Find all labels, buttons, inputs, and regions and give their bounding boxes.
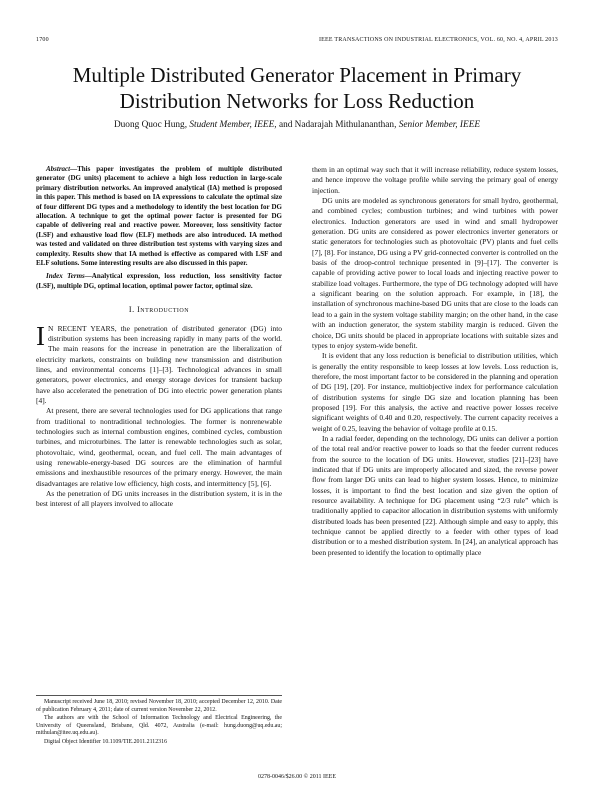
intro-paragraph-2: At present, there are several technologies used for DG applications that range from traditional to nontraditional technologies. The former is nonrenewable technologies such as internal combustion engines, combined cycles, combustion turbines, and microturbines. The latter is renewable technologies such as solar, photovoltaic, wind, geothermal, ocean, and fuel cell. The main advantages of using renewable-energy-based DG sources are the elimination of harmful emissions and inexhaustible resources of the primary energy. However, the main disadvantages are relative low efficiency, high costs, and intermittency [5], [6]. [36, 406, 282, 488]
footnote-doi: Digital Object Identifier 10.1109/TIE.2011.2112316 [44, 738, 168, 745]
journal-header: IEEE TRANSACTIONS ON INDUSTRIAL ELECTRONICS, VOL. 60, NO. 4, APRIL 2013 [318, 37, 558, 43]
intro-paragraph-3: As the penetration of DG units increases in the distribution system, it is in the best interest of all players involved to allocate [36, 489, 282, 509]
section-heading-introduction: I. Introduction [128, 305, 190, 315]
paper-title [20, 62, 574, 114]
author-1-role: Student Member, IEEE, [189, 120, 277, 130]
author-2-role: Senior Member, IEEE [398, 120, 481, 130]
right-paragraph-2: DG units are modeled as synchronous generators for small hydro, geothermal, and combined cycles; combustion turbines; and wind turbines with power electronics. Induction generators are used in wind and small hydropower generation. DG units are considered as power electronics inverter generators or static generators for technologies such as photovoltaic (PV) plants and fuel cells [7], [8]. For instance, DG using a PV grid-connected converter is controlled on the basis of the droop-control technique presented in [9]–[17]. The converter is capable of providing active power to local loads and injecting reactive power to stabilize load voltages. Furthermore, the type of DG technology adopted will have a significant bearing on the solution approach. For example, in [18], the installation of synchronous machine-based DG units that are close to the loads can lead to a gain in the system voltage stability margin; on the other hand, in the case with an induction generator, the system stability margin is reduced. Given the choice, DG units should be placed in appropriate locations with suitable sizes and types to enjoy system-wide benefit. [312, 196, 558, 350]
footnote-affiliation: The authors are with the School of Information Technology and Electrical Engineering, the University of Queensland, Brisbane, Qld. 4072, Australia (e-mail: hung.duong@uq.edu.au; mithulan@itee.uq.edu.au). [36, 715, 282, 737]
index-terms [36, 272, 282, 291]
footnotes [36, 695, 282, 748]
copyright-line: 0278-0046/$26.00 © 2011 IEEE [258, 774, 336, 780]
intro-paragraph-1 [36, 320, 282, 407]
right-paragraph-4: In a radial feeder, depending on the technology, DG units can deliver a portion of the total real and/or reactive power to loads so that the feeder current reduces from the source to the location of DG units. However, studies [21]–[23] have indicated that if DG units are improperly allocated and sized, the reverse power flow from larger DG units can lead to higher system losses. Hence, to minimize losses, it is important to find the best location and size given the option of resource availability. A technique for DG placement using “2/3 rule” which is traditionally applied to capacitor allocation in distribution systems with uniformly distributed loads has been presented [22]. Although simple and easy to apply, this technique cannot be applied directly to a feeder with other types of load distribution or to a meshed distribution system. In [24], an analytical approach has been presented to identify the location to optimally place [312, 433, 558, 557]
right-paragraph-3: It is evident that any loss reduction is beneficial to distribution utilities, which is generally the entity responsible to keep losses at low levels. Loss reduction is, therefore, the most important factor to be considered in the planning and operation of DG [19], [20]. For instance, multiobjective index for performance calculation of distribution systems for single DG size and location planning has been proposed [19]. For this analysis, the active and reactive power losses receive significant weights of 0.40 and 0.20, respectively. The current capacity receives a weight of 0.25, leaving the behavior of voltage profile at 0.15. [312, 351, 558, 433]
index-terms-text: —Analytical expression, loss reduction, loss sensitivity factor (LSF), multiple DG, optimal location, optimal power factor, optimal size. [36, 272, 283, 290]
left-column [36, 165, 282, 510]
intro-paragraph-1-text: N RECENT YEARS, the penetration of distributed generator (DG) into distribution systems has been increasing rapidly in many parts of the world. The main reasons for the increase in penetration are the liberalization of electricity markets, constraints on building new transmission and distribution lines, and environmental concerns [1]–[3]. Technological advances in small generators, power electronics, and energy storage devices for transient backup have also accelerated the penetration of DG into electric power generation plants [4]. [36, 323, 282, 406]
author-2: and Nadarajah Mithulananthan, [278, 120, 397, 130]
page-number: 1700 [36, 37, 49, 43]
right-column [312, 165, 558, 558]
author-line [20, 119, 574, 131]
running-head [36, 37, 558, 47]
drop-cap: I [36, 320, 45, 351]
abstract-text: —This paper investigates the problem of multiple distributed generator (DG units) placement to achieve a high loss reduction in large-scale primary distribution networks. An improved analytical (IA) method is proposed in this paper. This method is based on IA expressions to calculate the optimal size of four different DG types and a methodology to identify the best location for DG allocation. A technique to get the optimal power factor is presented for DG capable of delivering real and reactive power. Moreover, loss sensitivity factor (LSF) and exhaustive load flow (ELF) methods are also introduced. IA method was tested and validated on three distribution test systems with varying sizes and complexity. Results show that IA method is effective as compared with LSF and ELF solutions. Some interesting results are also discussed in this paper. [36, 165, 282, 268]
title-line-1: Multiple Distributed Generator Placement in Primary [72, 63, 522, 87]
footnote-manuscript: Manuscript received June 18, 2010; revised November 18, 2010; accepted December 12, 2010. Date of publication February 4, 2011; date of current version November 22, 2012. [36, 699, 282, 713]
abstract-label: Abstract [46, 165, 71, 173]
index-terms-label: Index Terms [46, 272, 85, 281]
author-1: Duong Quoc Hung, [113, 120, 188, 130]
title-line-2: Distribution Networks for Loss Reduction [119, 89, 475, 113]
abstract [36, 165, 282, 268]
right-paragraph-1: them in an optimal way such that it will increase reliability, reduce system losses, and hence improve the voltage profile while serving the primary goal of energy injection. [312, 165, 558, 195]
